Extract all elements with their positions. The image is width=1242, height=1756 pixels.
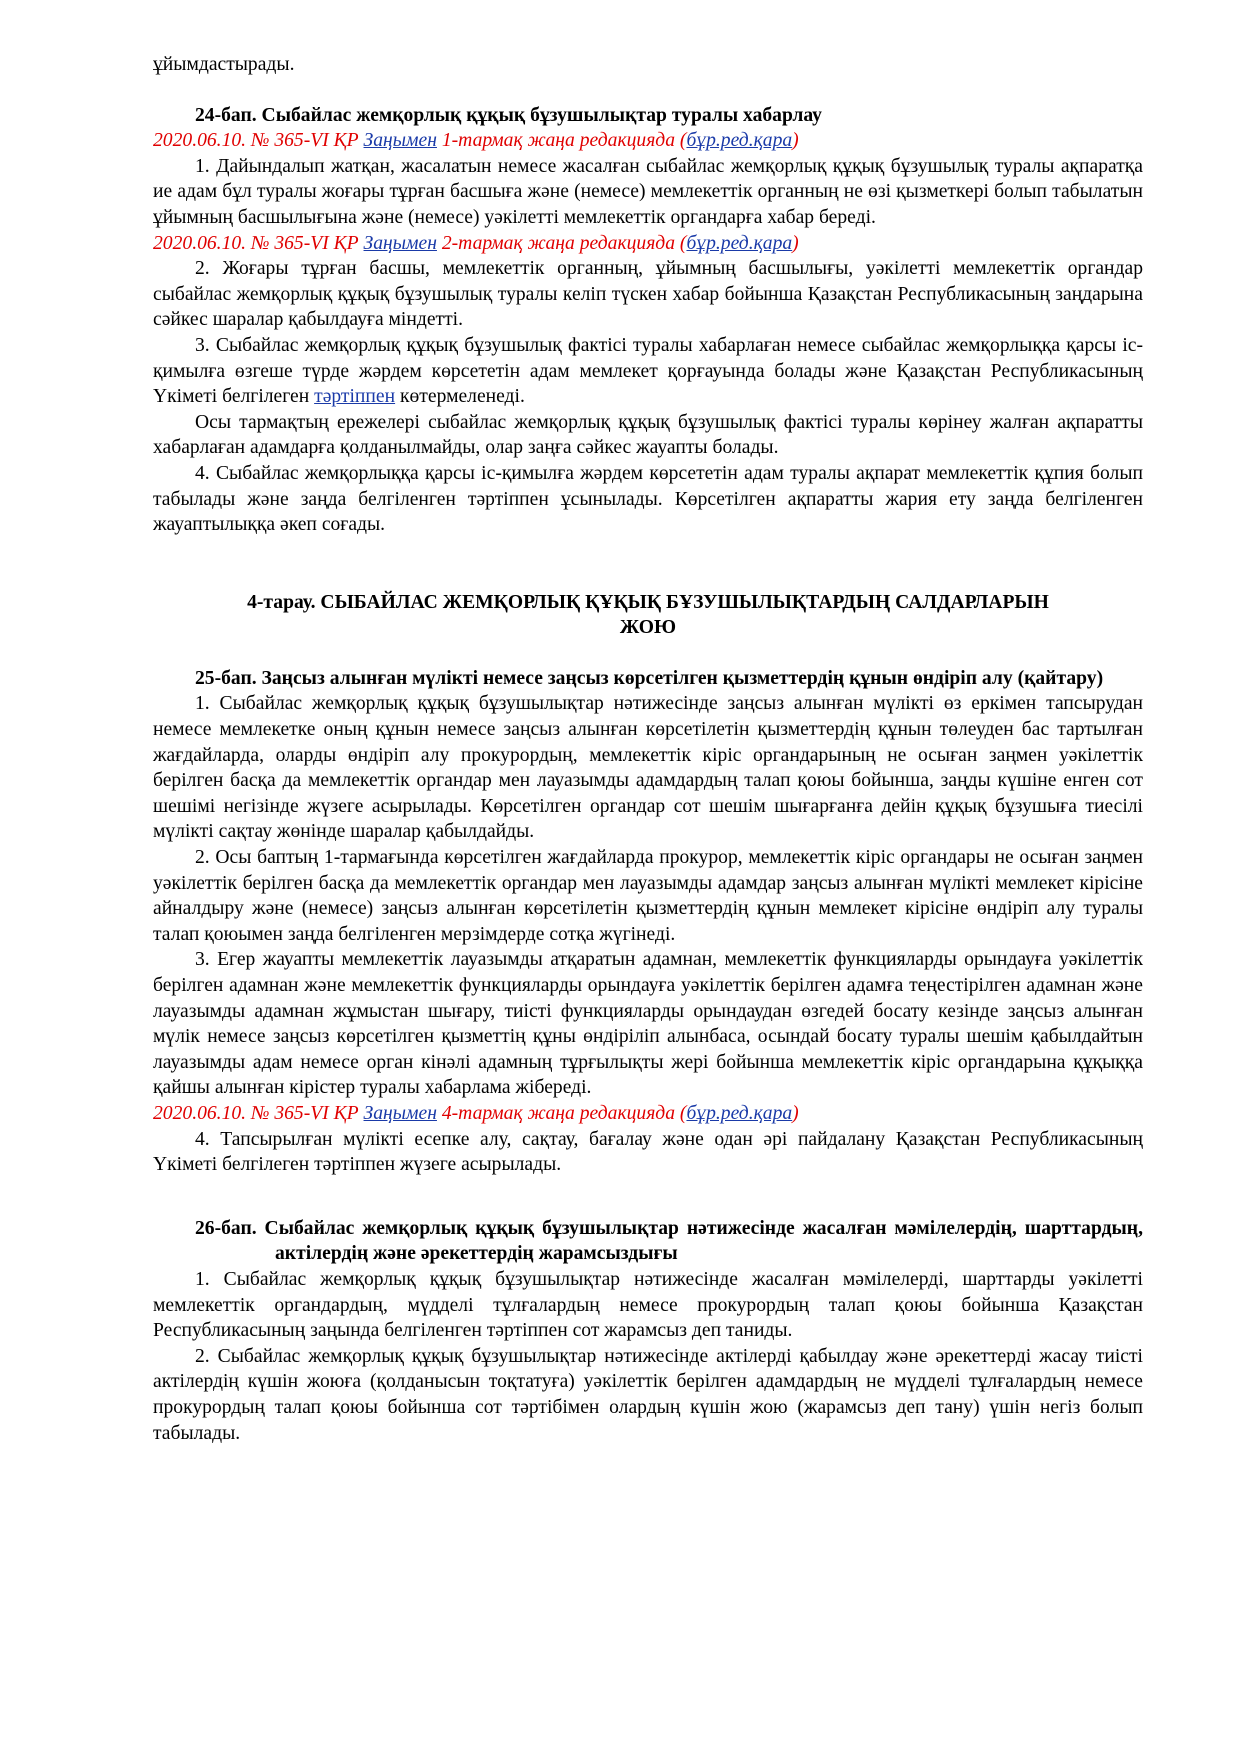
- amendment-note: 2020.06.10. № 365-VI ҚР Заңымен 2-тармақ жаңа редакцияда (бұр.ред.қара): [153, 232, 799, 254]
- law-link[interactable]: Заңымен: [363, 232, 437, 254]
- amendment-note: 2020.06.10. № 365-VI ҚР Заңымен 4-тармақ жаңа редакцияда (бұр.ред.қара): [153, 1102, 799, 1124]
- paragraph: 3. Егер жауапты мемлекеттік лауазымды атқаратын адамнан, мемлекеттік функцияларды орындауға уәкілеттік берілген адамнан және мемлекеттік функцияларды орындауға уәкілеттік берілген адамға теңестірілген адамнан және лауазымды адамнан жұмыстан шығару, тиісті функцияларды орындаудан өзгедей босату кезінде заңсыз алынған мүлік немесе заңсыз көрсетілген қызметтің құны өндіріліп алынбаса, осындай босату туралы шешім қабылдайтын лауазымды адам немесе орган кінәлі адамның тұрғылықты жері бойынша мемлекеттік кіріс органдарына құқыққа қайшы алынған кірістер туралы хабарлама жібереді.: [153, 949, 1143, 1099]
- document-page: [153, 52, 1143, 1446]
- paragraph: 2. Сыбайлас жемқорлық құқық бұзушылықтар нәтижесінде актілерді қабылдау және әрекеттерді жасау тиісті актілердің күшін жоюға (қолданысын тоқтатуға) уәкілеттік берілген адамдардың не мүдделі тұлғалардың немесе прокурордың талап қоюы бойынша сот тәртібімен олардың күшін жою (жарамсыз деп тану) үшін негіз болып табылады.: [153, 1345, 1143, 1444]
- previous-edition-link[interactable]: бұр.ред.қара: [686, 232, 793, 254]
- paragraph: 1. Сыбайлас жемқорлық құқық бұзушылықтар нәтижесінде заңсыз алынған мүлікті өз еркімен тапсырудан немесе мемлекетке оның құнын немесе заңсыз алынған көрсетілетін қызметтердің құнын төлеуден бас тартылған жағдайларда, оларды өндіріп алу прокурордың, мемлекеттік кіріс органдарының не осыған заңмен уәкілеттік берілген басқа да мемлекеттік органдар мен лауазымды адамдардың талап қоюы бойынша, заңды күшіне енген сот шешімі негізінде жүзеге асырылады. Көрсетілген органдар сот шешім шығарғанға дейін құқық бұзушыға тиесілі мүлікті сақтау жөнінде шаралар қабылдайды.: [153, 693, 1143, 843]
- amendment-note: 2020.06.10. № 365-VI ҚР Заңымен 1-тармақ жаңа редакцияда (бұр.ред.қара): [153, 130, 799, 152]
- article-26-title: 26-бап. Сыбайлас жемқорлық құқық бұзушылықтар нәтижесінде жасалған мәмілелердің, шарттардың, актілердің және әрекеттердің жарамсыздығы: [195, 1217, 1143, 1265]
- paragraph: Осы тармақтың ережелері сыбайлас жемқорлық құқық бұзушылық фактісі туралы көрінеу жалған ақпаратты хабарлаған адамдарға қолданылмайды, олар заңға сәйкес жауапты болады.: [153, 411, 1143, 459]
- paragraph: 1. Сыбайлас жемқорлық құқық бұзушылықтар нәтижесінде жасалған мәмілелерді, шарттарды уәкілетті мемлекеттік органдардың, мүдделі тұлғалардың немесе прокурордың талап қоюы бойынша Қазақстан Республикасының заңында белгіленген тәртіппен сот жарамсыз деп таниды.: [153, 1268, 1143, 1342]
- law-link[interactable]: Заңымен: [363, 1102, 437, 1124]
- paragraph: 4. Тапсырылған мүлікті есепке алу, сақтау, бағалау және одан әрі пайдалану Қазақстан Республикасының Үкіметі белгілеген тәртіппен жүзеге асырылады.: [153, 1128, 1143, 1176]
- previous-edition-link[interactable]: бұр.ред.қара: [686, 1102, 793, 1124]
- continuation-text: ұйымдастырады.: [153, 54, 295, 75]
- article-25-title: 25-бап. Заңсыз алынған мүлікті немесе заңсыз көрсетілген қызметтердің құнын өндіріп алу (қайтару): [195, 667, 1104, 689]
- chapter-4-title-line2: ЖОЮ: [619, 617, 677, 639]
- law-link[interactable]: Заңымен: [363, 130, 437, 152]
- paragraph: 2. Жоғары тұрған басшы, мемлекеттік органның, ұйымның басшылығы, уәкілетті мемлекеттік органдар сыбайлас жемқорлық құқық бұзушылық туралы келіп түскен хабар бойынша Қазақстан Республикасының заңдарына сәйкес шаралар қабылдауға міндетті.: [153, 258, 1143, 331]
- chapter-4-title: 4-тарау. СЫБАЙЛАС ЖЕМҚОРЛЫҚ ҚҰҚЫҚ БҰЗУШЫЛЫҚТАРДЫҢ САЛДАРЛАРЫН: [247, 591, 1049, 613]
- paragraph: 3. Сыбайлас жемқорлық құқық бұзушылық фактісі туралы хабарлаған немесе сыбайлас жемқорлыққа қарсы іс-қимылға өзгеше түрде жәрдем көрсететін адам мемлекет қорғауында болады және Қазақстан Республикасының Үкіметі белгілеген тәртіппен көтермеленеді.: [153, 334, 1143, 408]
- previous-edition-link[interactable]: бұр.ред.қара: [686, 130, 793, 152]
- paragraph: 4. Сыбайлас жемқорлыққа қарсы іс-қимылға жәрдем көрсететін адам туралы ақпарат мемлекеттік құпия болып табылады және заңда белгіленген тәртіппен ұсынылады. Көрсетілген ақпаратты жария ету заңда белгіленген жауаптылыққа әкеп соғады.: [153, 462, 1143, 536]
- paragraph: 2. Осы баптың 1-тармағында көрсетілген жағдайларда прокурор, мемлекеттік кіріс органдары не осыған заңмен уәкілеттік берілген басқа да мемлекеттік органдар мен лауазымды адамдар заңсыз алынған мүлікті мемлекет кірісіне айналдыру және (немесе) заңсыз алынған көрсетілетін қызметтердің құнын мемлекет кірісіне өндіріп алу туралы талап қоюымен заңда белгіленген мерзімдерде сотқа жүгінеді.: [153, 847, 1143, 945]
- paragraph: 1. Дайындалып жатқан, жасалатын немесе жасалған сыбайлас жемқорлық құқық бұзушылық туралы ақпаратқа ие адам бұл туралы жоғары тұрған басшыға және (немесе) мемлекеттік органның не өзі қызметкері болып табылатын ұйымның басшылығына және (немесе) уәкілетті мемлекеттік органдарға хабар береді.: [153, 155, 1143, 228]
- article-24-title: 24-бап. Сыбайлас жемқорлық құқық бұзушылықтар туралы хабарлау: [195, 104, 822, 126]
- procedure-link[interactable]: тәртіппен: [314, 386, 396, 408]
